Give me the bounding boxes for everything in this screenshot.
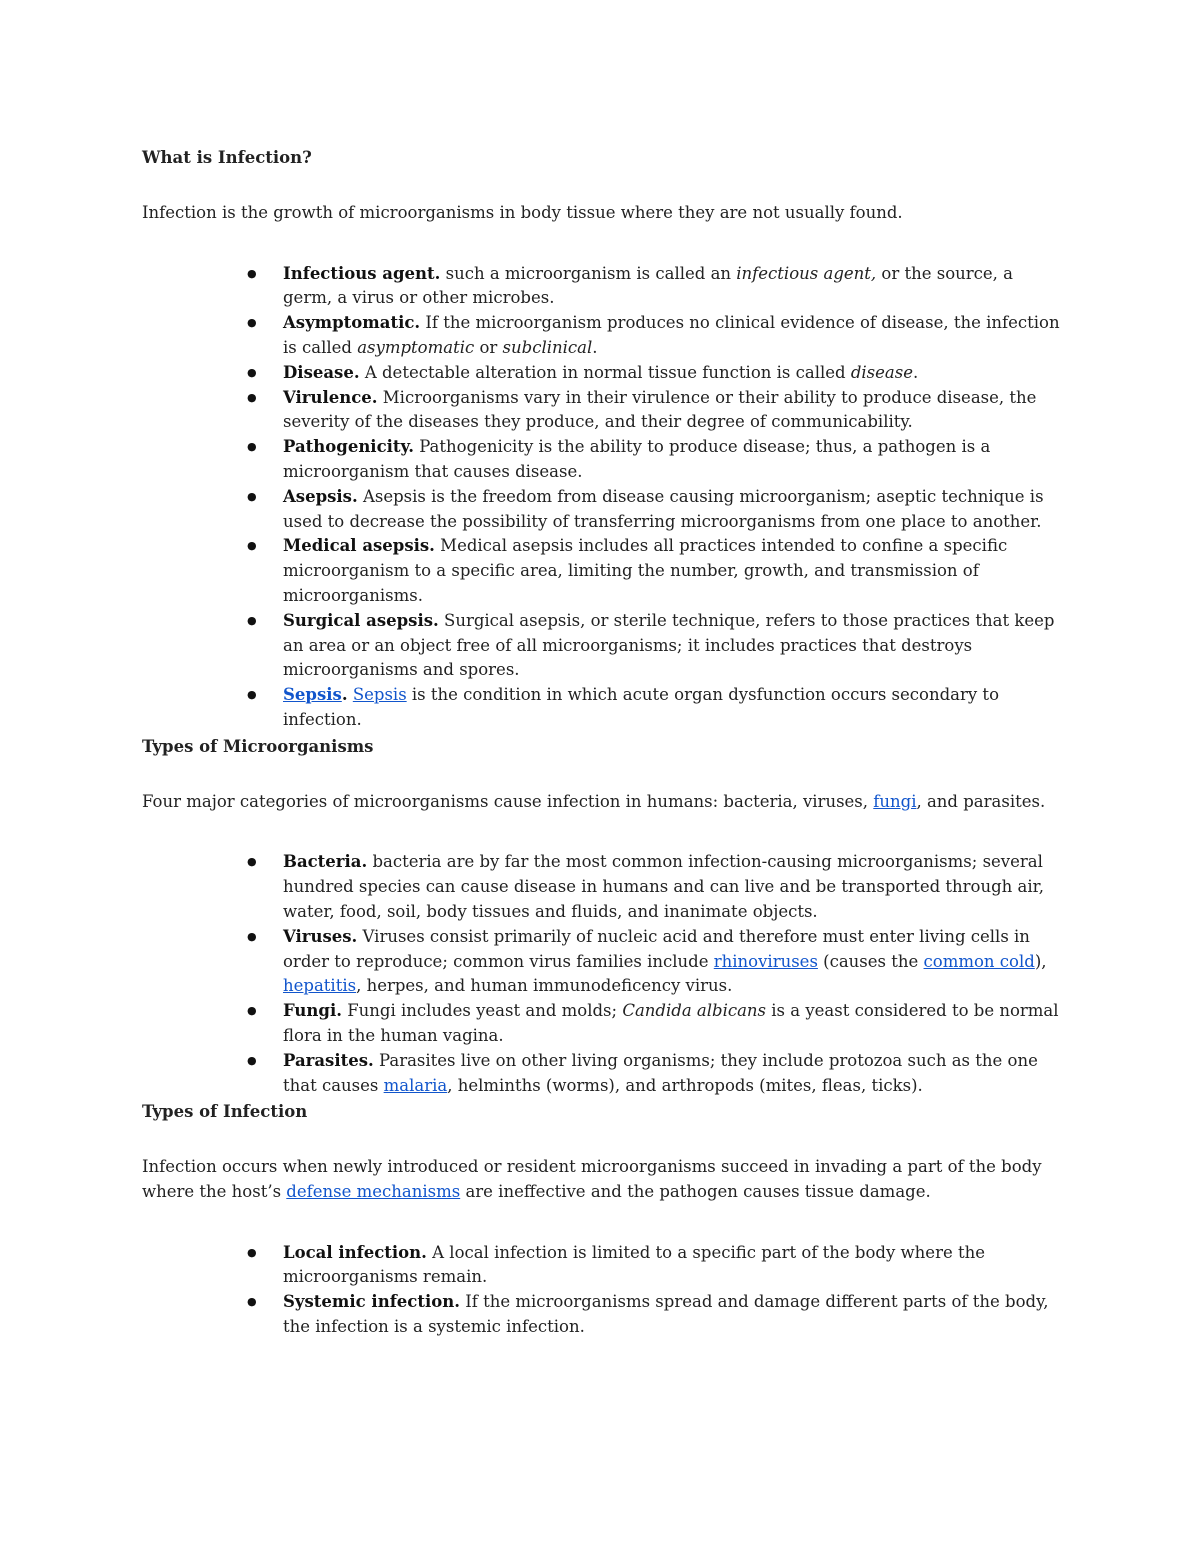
fungi-link[interactable]: fungi [873,791,917,811]
term-label: Viruses. [283,926,358,946]
term-label: Disease. [283,362,360,382]
sepsis-term-link[interactable]: Sepsis [283,685,342,705]
list-item: ● Parasites. Parasites live on other living organisms; they include protozoa such as the one that causes malaria, helminths (worms), and arthropods (mites, fleas, ticks). [283,1049,1060,1099]
term-label: Asepsis. [283,486,358,506]
term-label: Virulence. [283,387,378,407]
list-item: ● Local infection. A local infection is limited to a specific part of the body where the microorganisms remain. [283,1241,1060,1291]
list-item: ● Bacteria. bacteria are by far the most common infection-causing microorganisms; several hundred species can cause disease in humans and can live and be transported through air, water, food, soil, body tissues and fluids, and inanimate objects. [283,850,1060,924]
term-label: Parasites. [283,1050,374,1070]
microorganisms-list [142,850,1060,1098]
heading-what-is-infection: What is Infection? [142,148,312,167]
list-item: ● Asepsis. Asepsis is the freedom from disease causing microorganism; aseptic technique is used to decrease the possibility of transferring microorganisms from one place to another. [283,485,1060,535]
list-item: ● Fungi. Fungi includes yeast and molds; Candida albicans is a yeast considered to be normal flora in the human vagina. [283,999,1060,1049]
term-label: Asymptomatic. [283,313,421,333]
infection-types-list [142,1241,1060,1340]
term-label: Pathogenicity. [283,437,414,457]
list-item: ● Asymptomatic. If the microorganism produces no clinical evidence of disease, the infection is called asymptomatic or subclinical. [283,311,1060,361]
heading-types-of-microorganisms: Types of Microorganisms [142,736,374,756]
list-item: ● Disease. A detectable alteration in normal tissue function is called disease. [283,361,1060,386]
term-label: Infectious agent. [283,263,441,283]
defense-mechanisms-link[interactable]: defense mechanisms [286,1181,461,1201]
common-cold-link[interactable]: common cold [923,951,1035,971]
heading-types-of-infection: Types of Infection [142,1102,308,1122]
list-item: ● Medical asepsis. Medical asepsis includes all practices intended to confine a specific microorganism to a specific area, limiting the number, growth, and transmission of microorganisms. [283,534,1060,608]
term-label: Fungi. [283,1001,342,1021]
list-item: ● Infectious agent. such a microorganism is called an infectious agent, or the source, a germ, a virus or other microbes. [283,262,1060,312]
malaria-link[interactable]: malaria [383,1075,448,1095]
list-item: ● Viruses. Viruses consist primarily of nucleic acid and therefore must enter living cells in order to reproduce; common virus families include rhinoviruses (causes the common cold), hepatitis, herpes, and human immunodeficency virus. [283,925,1060,999]
term-label: Systemic infection. [283,1292,460,1312]
list-item: ● Sepsis. Sepsis is the condition in which acute organ dysfunction occurs secondary to infection. [283,683,1060,733]
term-label: Local infection. [283,1242,427,1262]
list-item: ● Systemic infection. If the microorganisms spread and damage different parts of the body, the infection is a systemic infection. [283,1290,1060,1340]
term-label: Medical asepsis. [283,536,435,556]
intro-what-is-infection: Infection is the growth of microorganisms in body tissue where they are not usually found. [142,202,903,222]
term-label: Surgical asepsis. [283,610,439,630]
list-item: ● Surgical asepsis. Surgical asepsis, or sterile technique, refers to those practices that keep an area or an object free of all microorganisms; it includes practices that destroys microorganisms and spores. [283,609,1060,683]
sepsis-link[interactable]: Sepsis [352,685,407,705]
term-label: Bacteria. [283,852,368,872]
hepatitis-link[interactable]: hepatitis [283,976,357,996]
rhinoviruses-link[interactable]: rhinoviruses [713,951,818,971]
list-item: ● Virulence. Microorganisms vary in their virulence or their ability to produce disease, the severity of the diseases they produce, and their degree of communicability. [283,386,1060,436]
intro-types-of-microorganisms: Four major categories of microorganisms cause infection in humans: bacteria, viruses, fungi, and parasites. [142,791,1046,811]
definitions-list [142,262,1060,733]
intro-types-of-infection: Infection occurs when newly introduced or resident microorganisms succeed in invading a part of the body where the host’s defense mechanisms are ineffective and the pathogen causes tissue damage. [142,1157,1042,1201]
list-item: ● Pathogenicity. Pathogenicity is the ability to produce disease; thus, a pathogen is a microorganism that causes disease. [283,435,1060,485]
